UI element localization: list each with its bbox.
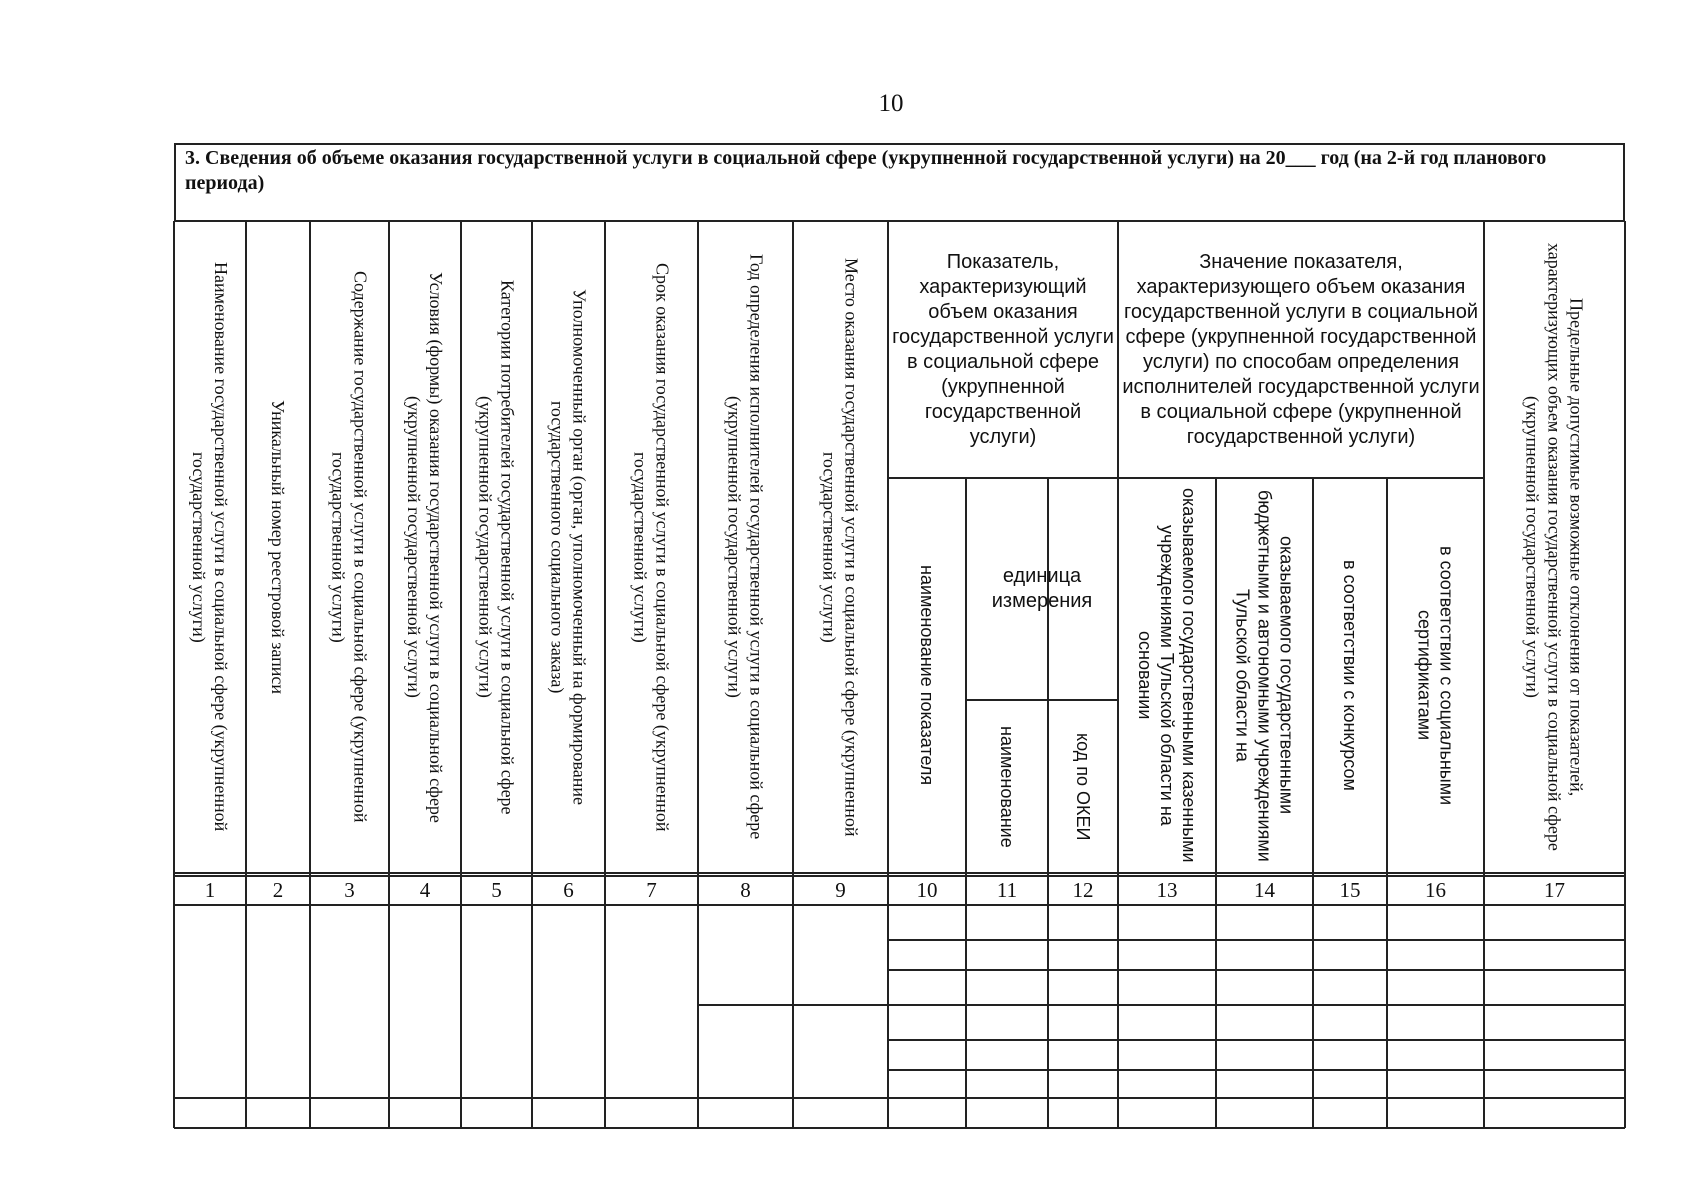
column-number: 4	[419, 877, 431, 902]
body-row-rule	[888, 939, 1625, 941]
column-number: 9	[835, 877, 846, 902]
body-row-rule	[174, 1097, 1625, 1099]
column-number: 6	[563, 877, 574, 902]
column-header-9: Место оказания государственной услуги в социальной сфере (укрупненной государственной услуги)	[819, 257, 862, 837]
table-top-border	[174, 220, 1625, 222]
column-number: 17	[1544, 877, 1565, 902]
column-header-7: Срок оказания государственной услуги в социальной сфере (укрупненной государственной услуги)	[630, 262, 673, 832]
column-header-17: Предельные допустимые возможные отклонения от показателей, характеризующих объем оказания государственной услуги в социальной сфере (укрупненной государственной услуги)	[1522, 243, 1587, 851]
column-rule	[697, 221, 699, 1128]
column-header-8: Год определения исполнителей государственной услуги в социальной сфере (укрупненной государственной услуги)	[724, 254, 767, 840]
column-header-12: код по ОКЕИ	[1073, 732, 1093, 841]
column-header-14: оказываемого государственными бюджетными и автономными учреждениями Тульской области на	[1232, 489, 1297, 862]
header-bottom-rule	[174, 872, 1625, 874]
group-value-rule	[1118, 477, 1484, 479]
column-header-6: Уполномоченный орган (орган, уполномоченный на формирование государственного социального заказа)	[547, 289, 590, 805]
table-right-border	[1624, 221, 1626, 1128]
column-rule	[887, 221, 889, 1128]
body-row-rule	[888, 969, 1625, 971]
column-number: 12	[1072, 877, 1094, 902]
body-row-rule	[888, 1069, 1625, 1071]
column-header-11: наименование	[997, 725, 1017, 848]
column-rule	[1215, 478, 1217, 1128]
column-number: 1	[204, 877, 216, 902]
column-rule	[1312, 478, 1314, 1128]
column-rule	[1386, 478, 1388, 1128]
column-header-2: Уникальный номер реестровой записи	[268, 399, 288, 695]
column-number: 10	[916, 877, 938, 902]
unit-group-rule	[966, 699, 1118, 701]
column-number: 13	[1156, 877, 1178, 902]
column-header-3: Содержание государственной услуги в социальной сфере (укрупненной государственной услуги)	[328, 271, 371, 823]
column-header-10: наименование показателя	[917, 565, 937, 786]
body-row-rule	[888, 1039, 1625, 1041]
column-number: 16	[1425, 877, 1446, 902]
body-row-rule	[698, 1004, 1625, 1006]
column-header-5: Категории потребителей государственной услуги в социальной сфере (укрупненной государственной услуги)	[475, 279, 518, 815]
group-indicator-rule	[888, 477, 1118, 479]
column-header-16: в соответствии с социальными сертификатами	[1414, 545, 1457, 806]
column-rule	[965, 478, 967, 1128]
column-rule	[1483, 221, 1485, 1128]
column-rule	[309, 221, 311, 1128]
column-rule	[460, 221, 462, 1128]
column-header-1: Наименование государственной услуги в социальной сфере (укрупненной государственной услуги)	[189, 262, 231, 832]
page-number: 10	[878, 90, 904, 117]
column-rule	[792, 221, 794, 1128]
column-rule	[604, 221, 606, 1128]
column-rule	[531, 221, 533, 1128]
column-number: 3	[344, 877, 355, 902]
unit-group-header: единица измерения	[991, 565, 1093, 612]
section-title: 3. Сведения об объеме оказания государственной услуги в социальной сфере (укрупненной государственной услуги) на 20___ год (на 2-й год планового периода)	[185, 147, 1547, 194]
column-number: 2	[272, 877, 284, 902]
column-number: 7	[646, 877, 657, 902]
column-number: 11	[996, 877, 1018, 902]
column-rule	[245, 221, 247, 1128]
group-header-value: Значение показателя, характеризующего объем оказания государственной услуги в социальной сфере (укрупненной государственной услуги) по способам определения исполнителей государственной услуги в социальной сфере (укрупненной государственной услуги)	[1122, 250, 1480, 448]
column-rule	[388, 221, 390, 1128]
group-header-indicator: Показатель, характеризующий объем оказания государственной услуги в социальной сфере (укрупненной государственной услуги)	[892, 250, 1114, 448]
column-header-13: оказываемого государственными казенными учреждениями Тульской области на основании	[1135, 488, 1199, 863]
column-header-4: Условия (формы) оказания государственной услуги в социальной сфере (укрупненной государственной услуги)	[404, 271, 446, 823]
column-number: 5	[491, 877, 502, 902]
column-rule	[1117, 221, 1119, 1128]
table-bottom-border	[174, 1127, 1625, 1129]
table-left-border	[173, 221, 175, 1128]
column-number: 14	[1254, 877, 1275, 902]
column-header-15: в соответствии с конкурсом	[1340, 560, 1360, 791]
column-number: 8	[740, 877, 751, 902]
column-number: 15	[1339, 877, 1361, 902]
